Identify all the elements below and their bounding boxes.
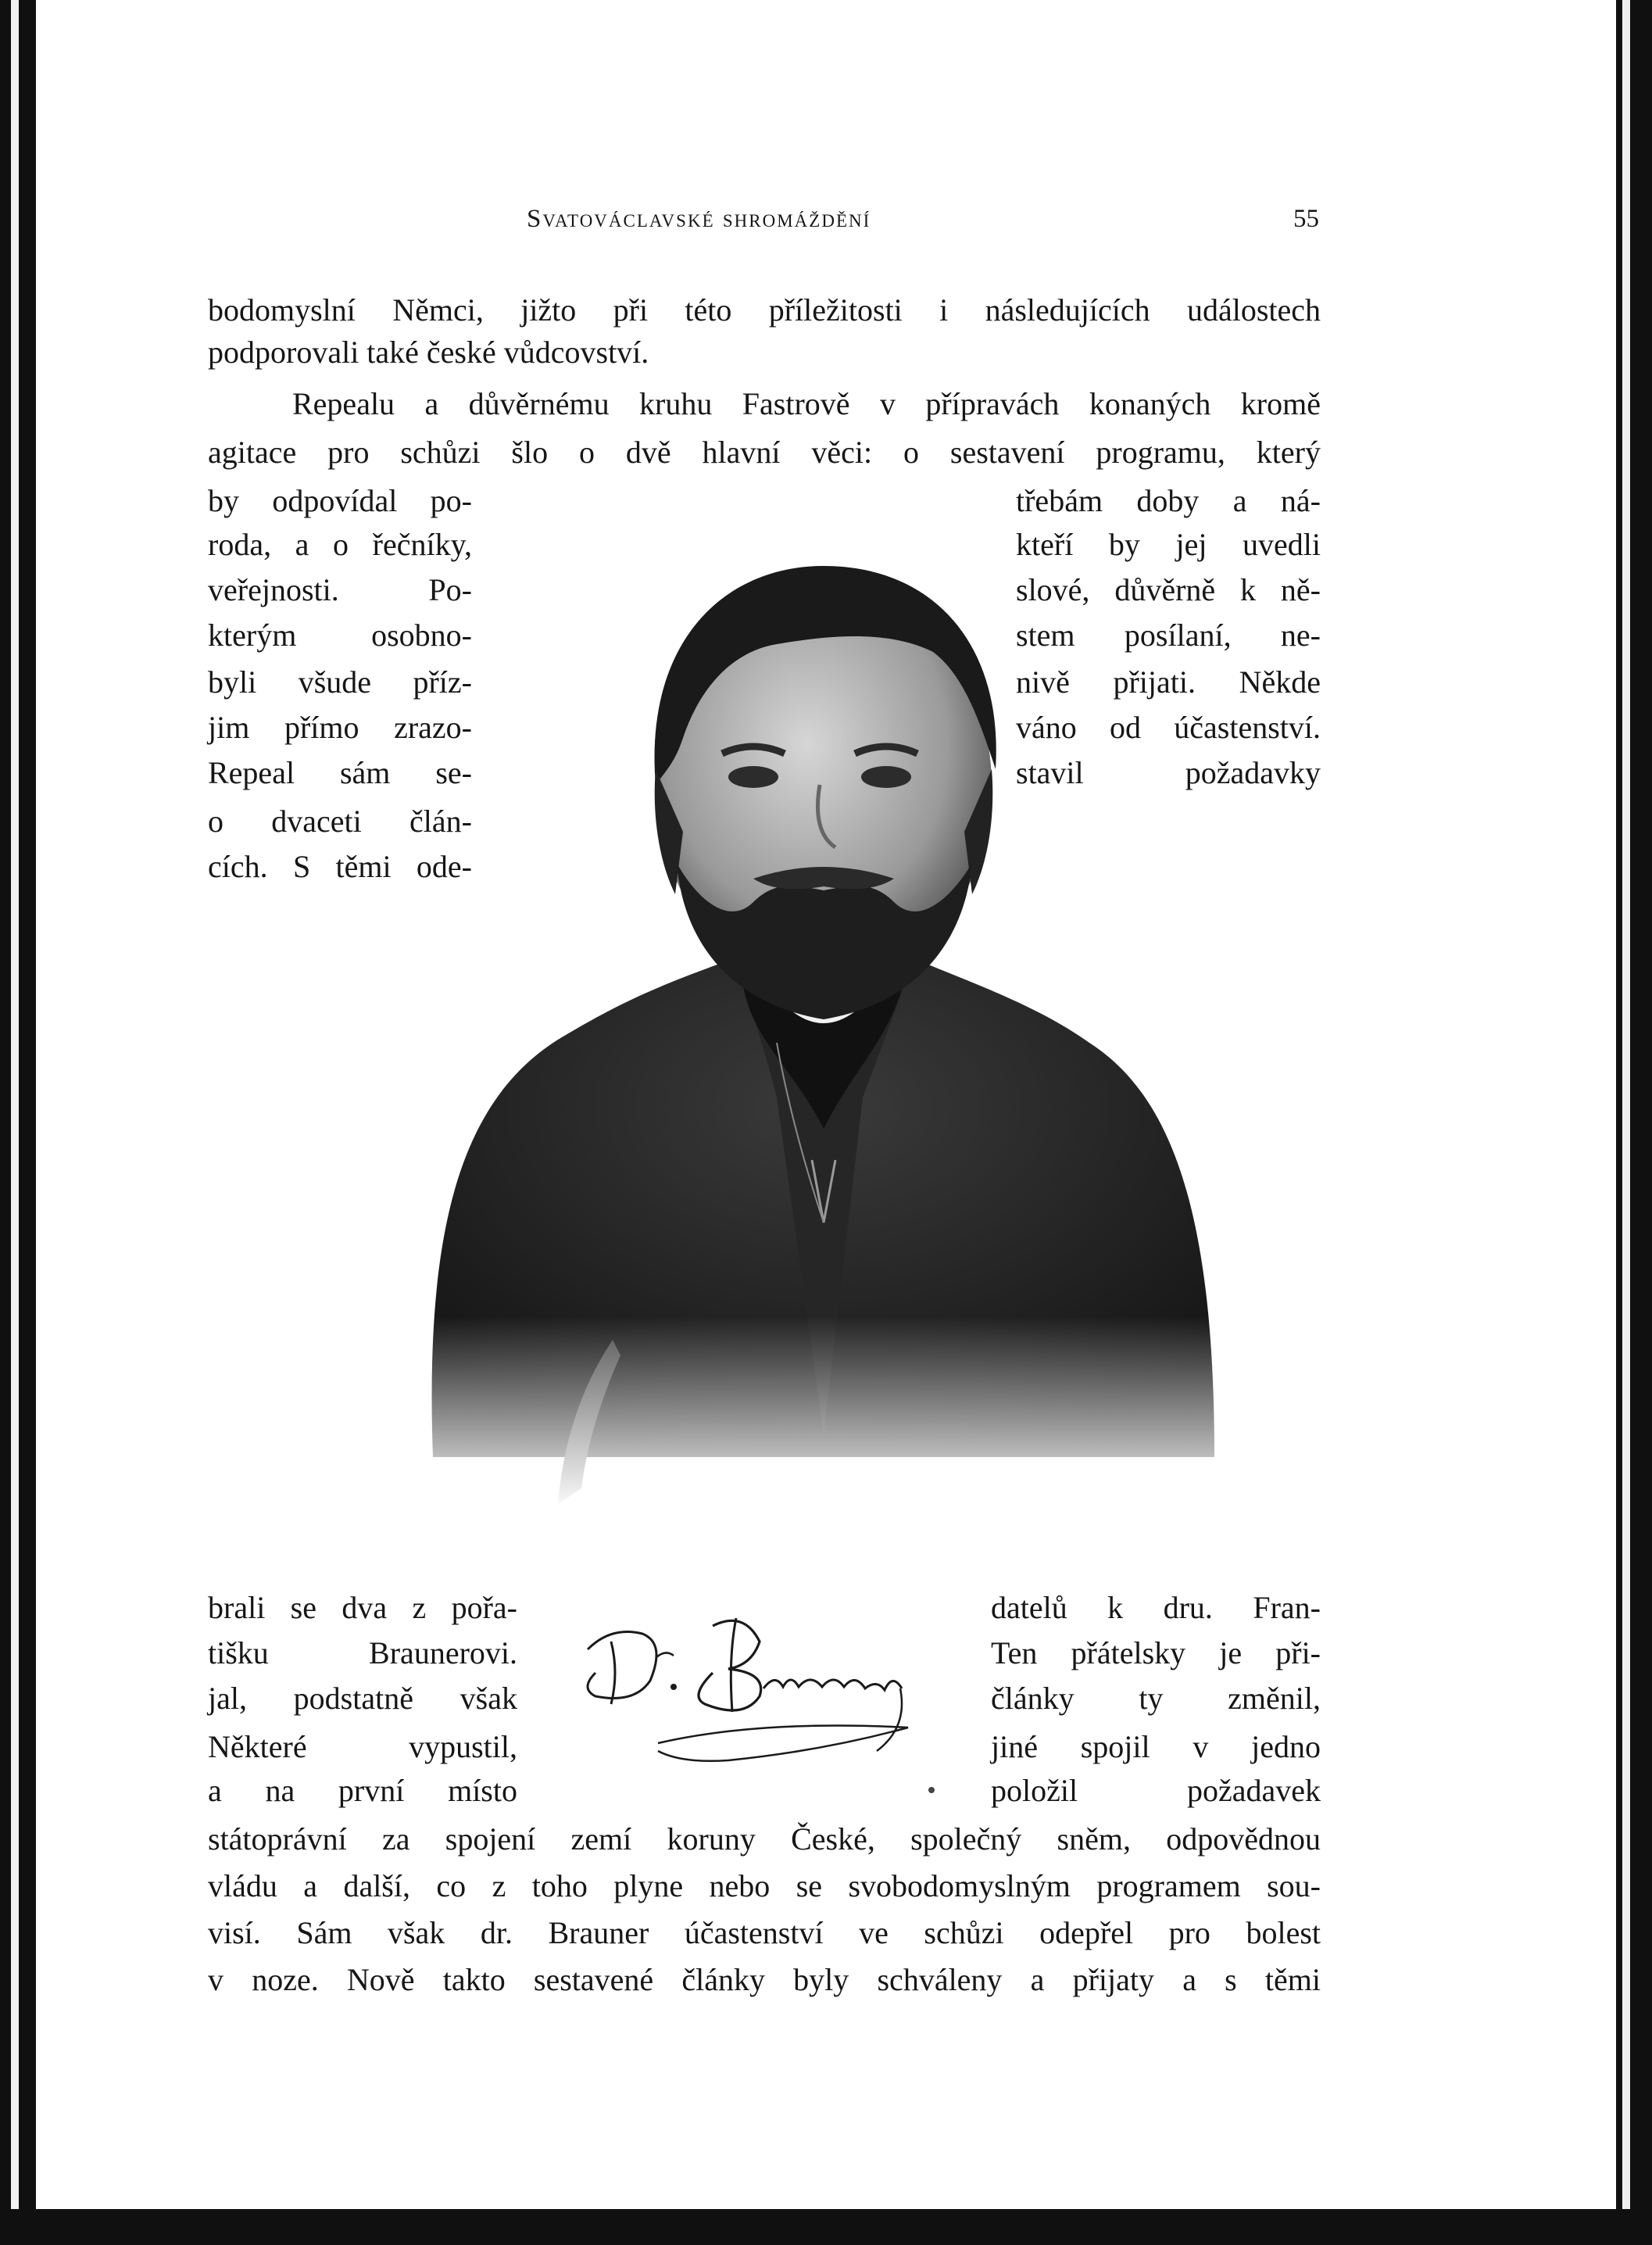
- text-line: veřejnosti. Po-: [208, 572, 472, 607]
- scan-edge-right: [1616, 0, 1652, 2245]
- text-line: brali se dva z pořa-: [208, 1590, 517, 1625]
- text-line: kterým osobno-: [208, 618, 472, 653]
- text-line: jal, podstatně však: [208, 1681, 517, 1716]
- text-line: stem posílaní, ne-: [1016, 618, 1321, 653]
- text-line: cích. S těmi ode-: [208, 849, 472, 884]
- text-line: bodomyslní Němci, jižto při této příležitosti i následujících událostech: [208, 292, 1321, 328]
- text-line: Některé vypustil,: [208, 1729, 517, 1764]
- text-line: by odpovídal po-: [208, 483, 472, 518]
- text-line: v noze. Nově takto sestavené články byly schváleny a přijaty a s těmi: [208, 1962, 1321, 1997]
- scan-edge-right-gap: [1622, 0, 1630, 2245]
- text-line: jiné spojil v jedno: [991, 1729, 1321, 1764]
- running-header: [203, 205, 1319, 239]
- text-line: byli všude příz-: [208, 664, 472, 700]
- text-line: Repealu a důvěrnému kruhu Fastrově v přípravách konaných kromě: [292, 386, 1321, 421]
- signature-dr-brauner: [564, 1595, 952, 1779]
- text-line: vládu a další, co z toho plyne nebo se svobodomyslným programem sou-: [208, 1868, 1321, 1903]
- text-line: váno od účastenství.: [1016, 710, 1321, 745]
- page-number: 55: [1293, 205, 1319, 233]
- text-line: agitace pro schůzi šlo o dvě hlavní věci: o sestavení programu, který: [208, 435, 1321, 470]
- scan-edge-left-gap: [11, 0, 19, 2245]
- text-line: články ty změnil,: [991, 1681, 1321, 1716]
- text-line: a na první místo: [208, 1773, 517, 1808]
- text-line: Ten přátelsky je při-: [991, 1635, 1321, 1670]
- text-line: třebám doby a ná-: [1016, 483, 1321, 518]
- text-line: položil požadavek: [991, 1773, 1321, 1808]
- running-title: Svatováclavské shromáždění: [527, 205, 871, 233]
- portrait-engraving: [386, 535, 1258, 1512]
- scan-edge-bottom: [0, 2209, 1652, 2245]
- text-line: nivě přijati. Někde: [1016, 664, 1321, 700]
- text-line: kteří by jej uvedli: [1016, 527, 1321, 562]
- text-line: státoprávní za spojení zemí koruny České, společný sněm, odpovědnou: [208, 1821, 1321, 1857]
- text-line: slové, důvěrně k ně-: [1016, 572, 1321, 607]
- text-line: datelů k dru. Fran-: [991, 1590, 1321, 1625]
- text-line: roda, a o řečníky,: [208, 527, 472, 562]
- ink-speck: [928, 1787, 935, 1793]
- text-line: jim přímo zrazo-: [208, 710, 472, 745]
- text-line: visí. Sám však dr. Brauner účastenství ve schůzi odepřel pro bolest: [208, 1915, 1321, 1950]
- text-line: Repeal sám se-: [208, 755, 472, 790]
- text-line: podporovali také české vůdcovství.: [208, 335, 649, 370]
- text-line: tišku Braunerovi.: [208, 1635, 517, 1670]
- text-line: o dvaceti člán-: [208, 804, 472, 839]
- text-line: stavil požadavky: [1016, 755, 1321, 790]
